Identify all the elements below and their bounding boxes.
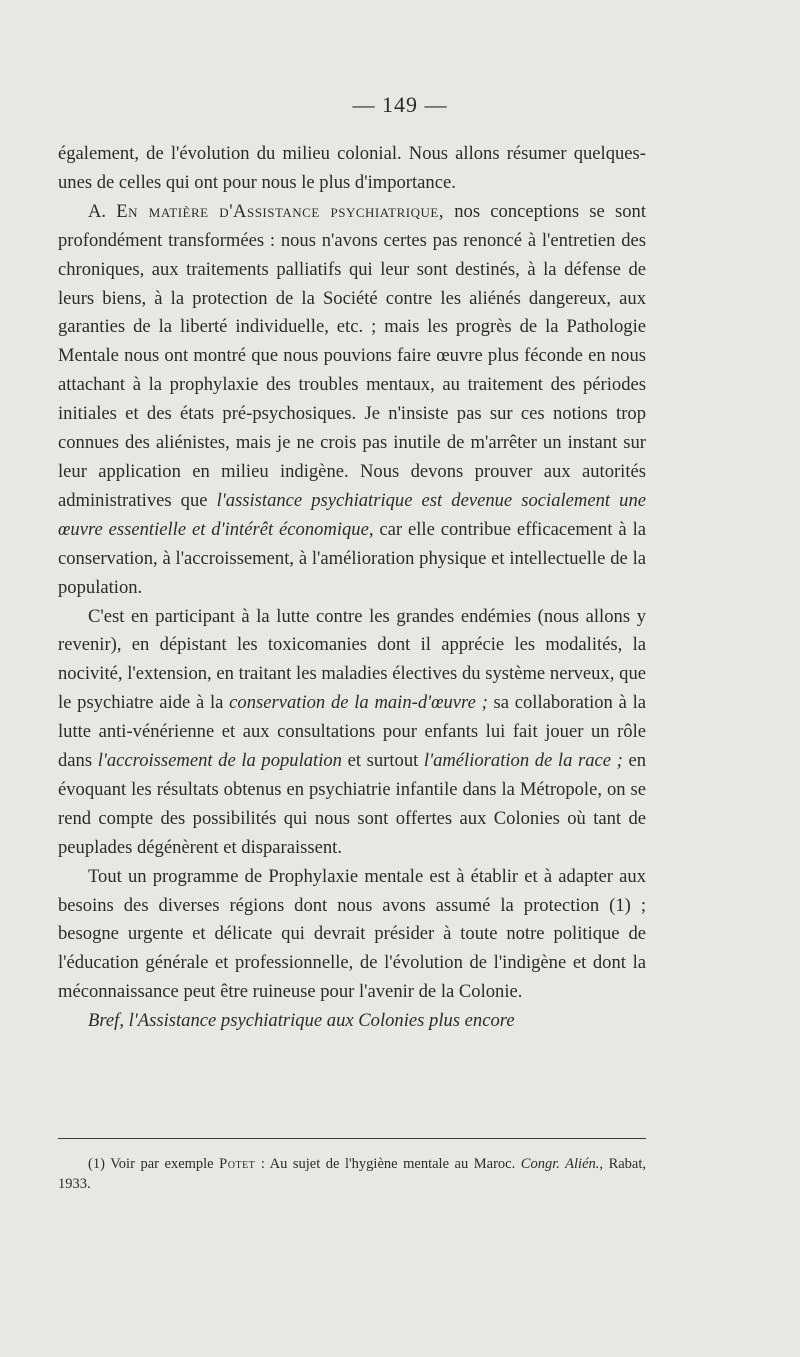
footnote-journal: Congr. Alién.,	[520, 1156, 604, 1172]
paragraph-3-emphasis-3: l'amélioration de la race ;	[423, 750, 623, 772]
paragraph-3-text-a: C'est en participant à la lutte contre les grandes endémies (nous allons y revenir), en dépistant les toxicomanies dont il apprécie les modalités, la nocivité, l'extension, en traitant les maladies électives du système nerveux, que le psychiatre aide à la	[58, 605, 646, 714]
paragraph-3-text-d: en évoquant les résultats obtenus en psychiatrie infantile dans la Métropole, on se rend compte des possibilités qui nous sont offertes aux Colonies où tant de peuplades dégénèrent et disparaissent.	[58, 750, 647, 858]
paragraph-3-emphasis-2: l'accroissement de la population	[97, 750, 342, 772]
paragraph-2	[58, 198, 646, 603]
paragraph-5: Bref, l'Assistance psychiatrique aux Colonies plus encore	[88, 1010, 515, 1032]
paragraph-3	[58, 603, 646, 863]
paragraph-2-emphasis: l'assistance psychiatrique est devenue socialement une œuvre essentielle et d'intérêt économique,	[58, 489, 646, 540]
footnote-text-a: Voir par exemple	[110, 1156, 214, 1172]
paragraph-4: Tout un programme de Prophylaxie mentale est à établir et à adapter aux besoins des diverses régions dont nous avons assumé la protection (1) ; besogne urgente et délicate qui devrait présider à toute notre politique de l'éducation générale et professionnelle, de l'évolution de l'indigène et dont la méconnaissance peut être ruineuse pour l'avenir de la Colonie.	[58, 865, 646, 1003]
paragraph-2-text-a: nos conceptions se sont profondément transformées : nous n'avons certes pas renoncé à l'entretien des chroniques, aux traitements palliatifs qui leur sont destinés, à la défense de leurs biens, à la protection de la Société contre les aliénés dangereux, aux garanties de la liberté individuelle, etc. ; mais les progrès de la Pathologie Mentale nous ont montré que nous pouvions faire œuvre plus féconde en nous attachant à la prophylaxie des troubles mentaux, au traitement des périodes initiales et des états pré-psychosiques. Je n'insiste pas sur ces notions trop connues des aliénistes, mais je ne crois pas inutile de m'arrêter un instant sur leur application en milieu indigène. Nous devons prouver aux autorités administratives que	[58, 200, 646, 511]
paragraph-2-text-b: car elle contribue efficacement à la conservation, à l'accroissement, à l'amélioration physique et intellectuelle de la population.	[58, 518, 646, 598]
section-heading: En matière d'Assistance psychiatrique,	[116, 200, 444, 222]
footnote-author: Potet	[219, 1156, 256, 1172]
footnote-rule	[58, 1138, 646, 1139]
footnote-text-b: : Au sujet de l'hygiène mentale au Maroc.	[260, 1156, 516, 1172]
section-label: A.	[88, 200, 107, 222]
paragraph-3-text-c: et surtout	[347, 750, 419, 772]
footnote-place-year: Rabat, 1933.	[58, 1156, 647, 1192]
paragraph-3-text-b: sa collaboration à la lutte anti-vénérienne et aux consultations pour enfants lui fait jouer un rôle dans	[58, 692, 647, 772]
footnote-marker: (1)	[88, 1156, 105, 1172]
body-text	[58, 140, 646, 1036]
page-number: — 149 —	[352, 92, 448, 117]
paragraph-1: également, de l'évolution du milieu colonial. Nous allons résumer quelques-unes de celles qui ont pour nous le plus d'importance.	[58, 143, 646, 193]
footnote	[58, 1154, 646, 1194]
paragraph-3-emphasis-1: conservation de la main-d'œuvre ;	[229, 692, 488, 714]
